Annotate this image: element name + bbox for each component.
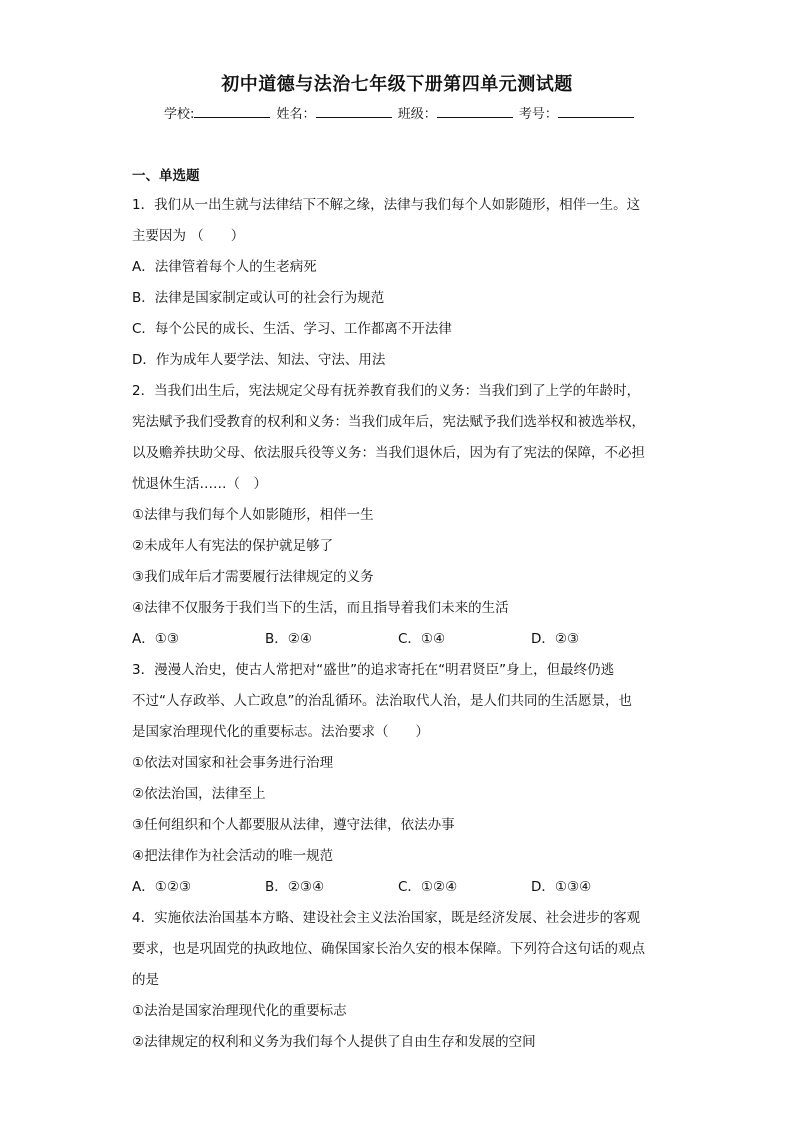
school-blank[interactable] <box>194 104 270 118</box>
question-text: 忧退休生活……（ ） <box>132 476 267 492</box>
statement-item: ④把法律作为社会活动的唯一规范 <box>132 848 334 864</box>
answer-option: A．法律管着每个人的生老病死 <box>132 259 317 275</box>
answer-option: C．每个公民的成长、生活、学习、工作都离不开法律 <box>132 321 452 337</box>
question-4 <box>132 903 664 1058</box>
question-2 <box>132 376 664 655</box>
statement-item: ④法律不仅服务于我们当下的生活，而且指导着我们未来的生活 <box>132 600 509 616</box>
question-3 <box>132 655 664 903</box>
question-text: 的是 <box>132 972 159 988</box>
question-text: 主要因为 （ ） <box>132 228 245 244</box>
answer-option: B．②④ <box>265 631 312 647</box>
answer-option: D．①③④ <box>531 879 592 895</box>
school-label: 学校: <box>164 107 195 122</box>
question-1 <box>132 190 664 376</box>
answer-option: B．法律是国家制定或认可的社会行为规范 <box>132 290 385 306</box>
question-text: 1．我们从一出生就与法律结下不解之缘，法律与我们每个人如影随形，相伴一生。这 <box>132 197 641 213</box>
class-label: 班级： <box>397 107 437 122</box>
section-heading: 一、单选题 <box>132 168 200 184</box>
name-blank[interactable] <box>316 104 392 118</box>
answer-option: D．②③ <box>531 631 580 647</box>
answer-option: B．②③④ <box>265 879 325 895</box>
statement-item: ①法律与我们每个人如影随形，相伴一生 <box>132 507 374 523</box>
statement-item: ①法治是国家治理现代化的重要标志 <box>132 1003 347 1019</box>
question-text: 要求，也是巩固党的执政地位、确保国家长治久安的根本保障。下列符合这句话的观点 <box>132 941 645 957</box>
question-text: 是国家治理现代化的重要标志。法治要求（ ） <box>132 724 429 740</box>
answer-option: D．作为成年人要学法、知法、守法、用法 <box>132 352 386 368</box>
statement-item: ②法律规定的权利和义务为我们每个人提供了自由生存和发展的空间 <box>132 1034 536 1050</box>
question-list <box>132 166 664 1058</box>
question-text: 不过“人存政举、人亡政息”的治乱循环。法治取代人治，是人们共同的生活愿景，也 <box>132 693 632 709</box>
question-text: 宪法赋予我们受教育的权利和义务：当我们成年后，宪法赋予我们选举权和被选举权， <box>132 414 645 430</box>
statement-item: ③任何组织和个人都要服从法律，遵守法律，依法办事 <box>132 817 455 833</box>
statement-item: ②未成年人有宪法的保护就足够了 <box>132 538 334 554</box>
student-info-row <box>164 103 644 122</box>
statement-item: ③我们成年后才需要履行法律规定的义务 <box>132 569 374 585</box>
exam-number-blank[interactable] <box>558 104 634 118</box>
statement-item: ②依法治国，法律至上 <box>132 786 266 802</box>
name-label: 姓名： <box>276 107 316 122</box>
question-text: 2．当我们出生后，宪法规定父母有抚养教育我们的义务：当我们到了上学的年龄时， <box>132 383 641 399</box>
answer-option: C．①④ <box>398 631 446 647</box>
question-text: 3．漫漫人治史，使古人常把对“盛世”的追求寄托在“明君贤臣”身上，但最终仍逃 <box>132 662 615 678</box>
answer-option: A．①②③ <box>132 879 192 895</box>
class-blank[interactable] <box>437 104 513 118</box>
answer-options-row <box>132 872 664 903</box>
question-text: 以及赡养扶助父母、依法服兵役等义务：当我们退休后，因为有了宪法的保障，不必担 <box>132 445 645 461</box>
answer-options-row <box>132 624 664 655</box>
answer-option: C．①②④ <box>398 879 458 895</box>
question-text: 4．实施依法治国基本方略、建设社会主义法治国家，既是经济发展、社会进步的客观 <box>132 910 641 926</box>
statement-item: ①依法对国家和社会事务进行治理 <box>132 755 334 771</box>
answer-option: A．①③ <box>132 631 179 647</box>
exam-number-label: 考号： <box>518 107 558 122</box>
page-title: 初中道德与法治七年级下册第四单元测试题 <box>221 74 573 95</box>
